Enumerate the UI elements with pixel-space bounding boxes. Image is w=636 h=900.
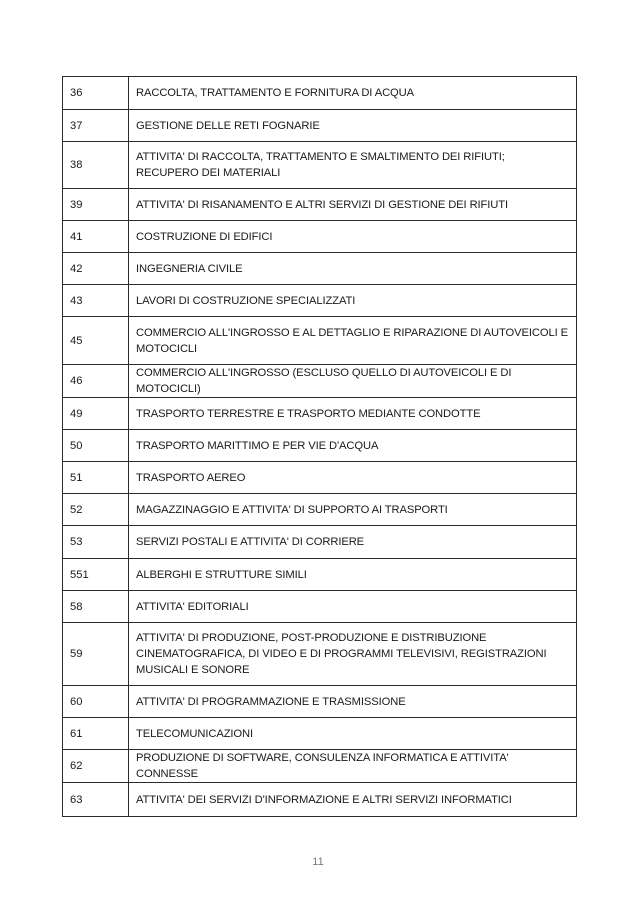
code-cell: 63	[63, 783, 129, 817]
page-number: 11	[312, 856, 324, 868]
table-row	[63, 686, 577, 718]
table-row	[63, 750, 577, 783]
description-cell: ATTIVITA' DEI SERVIZI D'INFORMAZIONE E ALTRI SERVIZI INFORMATICI	[129, 783, 577, 817]
code-cell: 50	[63, 430, 129, 462]
code-cell: 37	[63, 110, 129, 142]
description-cell: RACCOLTA, TRATTAMENTO E FORNITURA DI ACQUA	[129, 77, 577, 110]
description-cell: COMMERCIO ALL'INGROSSO (ESCLUSO QUELLO DI AUTOVEICOLI E DI MOTOCICLI)	[129, 365, 577, 398]
code-cell: 45	[63, 317, 129, 365]
code-cell: 36	[63, 77, 129, 110]
code-cell: 46	[63, 365, 129, 398]
description-cell: TRASPORTO AEREO	[129, 462, 577, 494]
code-cell: 60	[63, 686, 129, 718]
description-cell: ATTIVITA' DI PRODUZIONE, POST-PRODUZIONE E DISTRIBUZIONE CINEMATOGRAFICA, DI VIDEO E DI PROGRAMMI TELEVISIVI, REGISTRAZIONI MUSICALI E SONORE	[129, 623, 577, 686]
table-row	[63, 110, 577, 142]
description-cell: ATTIVITA' EDITORIALI	[129, 591, 577, 623]
description-cell: LAVORI DI COSTRUZIONE SPECIALIZZATI	[129, 285, 577, 317]
code-cell: 42	[63, 253, 129, 285]
description-cell: ATTIVITA' DI PROGRAMMAZIONE E TRASMISSIONE	[129, 686, 577, 718]
description-cell: COMMERCIO ALL'INGROSSO E AL DETTAGLIO E RIPARAZIONE DI AUTOVEICOLI E MOTOCICLI	[129, 317, 577, 365]
table-row	[63, 77, 577, 110]
description-cell: GESTIONE DELLE RETI FOGNARIE	[129, 110, 577, 142]
description-cell: INGEGNERIA CIVILE	[129, 253, 577, 285]
table-row	[63, 559, 577, 591]
table-row	[63, 623, 577, 686]
code-cell: 62	[63, 750, 129, 783]
table-row	[63, 398, 577, 430]
code-cell: 51	[63, 462, 129, 494]
description-cell: MAGAZZINAGGIO E ATTIVITA' DI SUPPORTO AI TRASPORTI	[129, 494, 577, 526]
code-cell: 551	[63, 559, 129, 591]
table-row	[63, 462, 577, 494]
code-cell: 41	[63, 221, 129, 253]
table-row	[63, 189, 577, 221]
description-cell: PRODUZIONE DI SOFTWARE, CONSULENZA INFORMATICA E ATTIVITA' CONNESSE	[129, 750, 577, 783]
table-row	[63, 365, 577, 398]
description-cell: TELECOMUNICAZIONI	[129, 718, 577, 750]
code-cell: 52	[63, 494, 129, 526]
table-row	[63, 253, 577, 285]
code-cell: 39	[63, 189, 129, 221]
table-row	[63, 221, 577, 253]
table-row	[63, 783, 577, 817]
code-cell: 59	[63, 623, 129, 686]
code-cell: 53	[63, 526, 129, 559]
description-cell: ATTIVITA' DI RACCOLTA, TRATTAMENTO E SMALTIMENTO DEI RIFIUTI; RECUPERO DEI MATERIALI	[129, 142, 577, 189]
activity-codes-table	[62, 76, 577, 817]
table-row	[63, 285, 577, 317]
table-row	[63, 591, 577, 623]
description-cell: TRASPORTO TERRESTRE E TRASPORTO MEDIANTE CONDOTTE	[129, 398, 577, 430]
table-row	[63, 142, 577, 189]
description-cell: ATTIVITA' DI RISANAMENTO E ALTRI SERVIZI DI GESTIONE DEI RIFIUTI	[129, 189, 577, 221]
code-cell: 43	[63, 285, 129, 317]
description-cell: ALBERGHI E STRUTTURE SIMILI	[129, 559, 577, 591]
description-cell: TRASPORTO MARITTIMO E PER VIE D'ACQUA	[129, 430, 577, 462]
table-row	[63, 317, 577, 365]
description-cell: COSTRUZIONE DI EDIFICI	[129, 221, 577, 253]
code-cell: 61	[63, 718, 129, 750]
table-row	[63, 526, 577, 559]
description-cell: SERVIZI POSTALI E ATTIVITA' DI CORRIERE	[129, 526, 577, 559]
code-cell: 38	[63, 142, 129, 189]
code-cell: 58	[63, 591, 129, 623]
code-cell: 49	[63, 398, 129, 430]
table-row	[63, 718, 577, 750]
table-row	[63, 430, 577, 462]
table-row	[63, 494, 577, 526]
